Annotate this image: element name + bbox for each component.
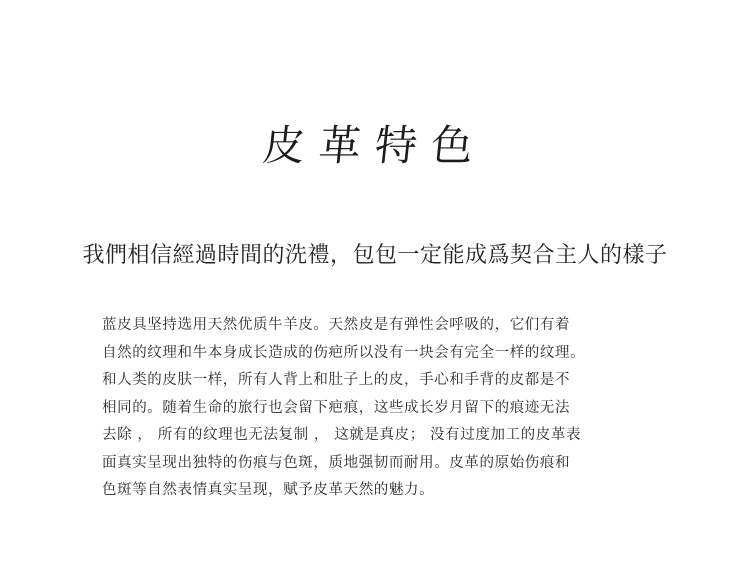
paragraph-line: 蓝皮具坚持选用天然优质牛羊皮。天然皮是有弹性会呼吸的，它们有着 — [102, 317, 571, 333]
paragraph-line: 色斑等自然表情真实呈现，赋予皮革天然的魅力。 — [102, 482, 435, 498]
paragraph-line: 面真实呈现出独特的伤痕与色斑，质地强韧而耐用。皮革的原始伤痕和 — [102, 454, 571, 471]
paragraph-line: 自然的纹理和牛本身成长造成的伤疤所以没有一块会有完全一样的纹理。 — [102, 344, 586, 361]
description-paragraph — [102, 312, 686, 505]
slogan: 我們相信經過時間的洗禮，包包一定能成爲契合主人的樣子 — [82, 243, 668, 268]
paragraph-line: 和人类的皮肤一样，所有人背上和肚子上的皮，手心和手背的皮都是不 — [102, 372, 571, 388]
paragraph-line: 去除 ， 所有的纹理也无法复制 ， 这就是真皮； 没有过度加工的皮革表 — [102, 427, 582, 443]
section-title: 皮革特色 — [260, 121, 490, 170]
paragraph-line: 相同的。随着生命的旅行也会留下疤痕，这些成长岁月留下的痕迹无法 — [102, 399, 571, 416]
